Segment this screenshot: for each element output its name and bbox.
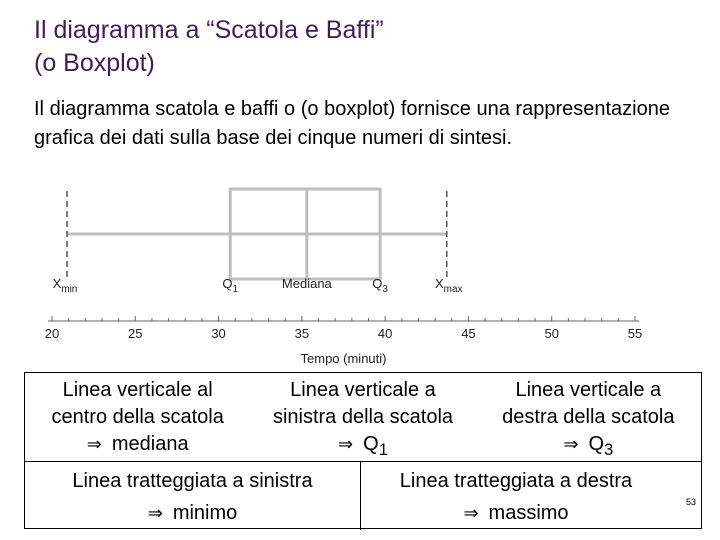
legend-row-bottom	[25, 461, 701, 530]
implies-icon: ⇒	[563, 434, 579, 455]
x-tick-label: 25	[128, 326, 143, 341]
intro-lead: Il diagramma scatola e baffi o (o boxplot)	[34, 98, 396, 120]
x-tick-label: 45	[461, 326, 476, 341]
legend-q3-line1: Linea verticale a	[515, 379, 662, 401]
legend-q3-line2: destra della scatola	[502, 406, 675, 428]
legend-median-line1: Linea verticale al	[62, 379, 213, 401]
legend-q1-line1: Linea verticale a	[290, 379, 436, 401]
x-tick-label: 55	[627, 326, 643, 341]
xmin-label: $X_{min}$	[52, 276, 78, 295]
legend-cell-q3	[476, 373, 701, 461]
legend-cell-minimum	[25, 462, 361, 530]
legend-min-line1: Linea tratteggiata a sinistra	[72, 470, 313, 492]
intro-paragraph	[34, 95, 670, 153]
legend-row-top	[25, 373, 701, 461]
x-axis-label: Tempo (minuti)	[300, 351, 387, 366]
intro-rest: fornisce una rappresentazione grafica dei dati sulla base dei cinque numeri di sintesi.	[34, 98, 670, 149]
x-tick-label: 30	[211, 326, 226, 341]
slide-title	[34, 14, 384, 80]
implies-icon: ⇒	[463, 503, 479, 524]
legend-median-line2: centro della scatola	[51, 406, 224, 428]
legend-q3-sub: 3	[604, 440, 614, 459]
implies-icon: ⇒	[86, 434, 102, 455]
title-line-1: Il diagramma a “Scatola e Baffi”	[34, 16, 384, 44]
legend-q1-sub: 1	[378, 440, 388, 459]
implies-icon: ⇒	[338, 434, 354, 455]
median-label: Mediana	[281, 276, 332, 291]
q3-label: $Q_3$	[372, 276, 388, 295]
legend-min-result: minimo	[172, 502, 238, 524]
legend-max-line1: Linea tratteggiata a destra	[399, 470, 633, 492]
legend-q1-result: Q	[363, 433, 379, 455]
q1-label: $Q_1$	[222, 276, 239, 295]
xmax-label: $X_{max}$	[434, 276, 463, 295]
legend-q3-result: Q	[588, 433, 605, 455]
x-tick-label: 35	[294, 326, 310, 341]
legend-cell-median	[25, 373, 250, 461]
legend-cell-maximum	[361, 462, 701, 530]
x-tick-label: 50	[544, 326, 559, 341]
legend-max-result: massimo	[488, 502, 569, 524]
legend-table	[24, 372, 702, 529]
legend-median-result: mediana	[111, 433, 189, 455]
implies-icon: ⇒	[147, 503, 163, 524]
page-number: 53	[686, 497, 697, 507]
x-tick-label: 40	[377, 326, 393, 341]
x-tick-label: 20	[44, 326, 60, 341]
legend-cell-q1	[250, 373, 475, 461]
title-line-2: (o Boxplot)	[34, 49, 155, 77]
legend-q1-line2: sinistra della scatola	[272, 406, 454, 428]
boxplot-chart	[30, 185, 670, 370]
